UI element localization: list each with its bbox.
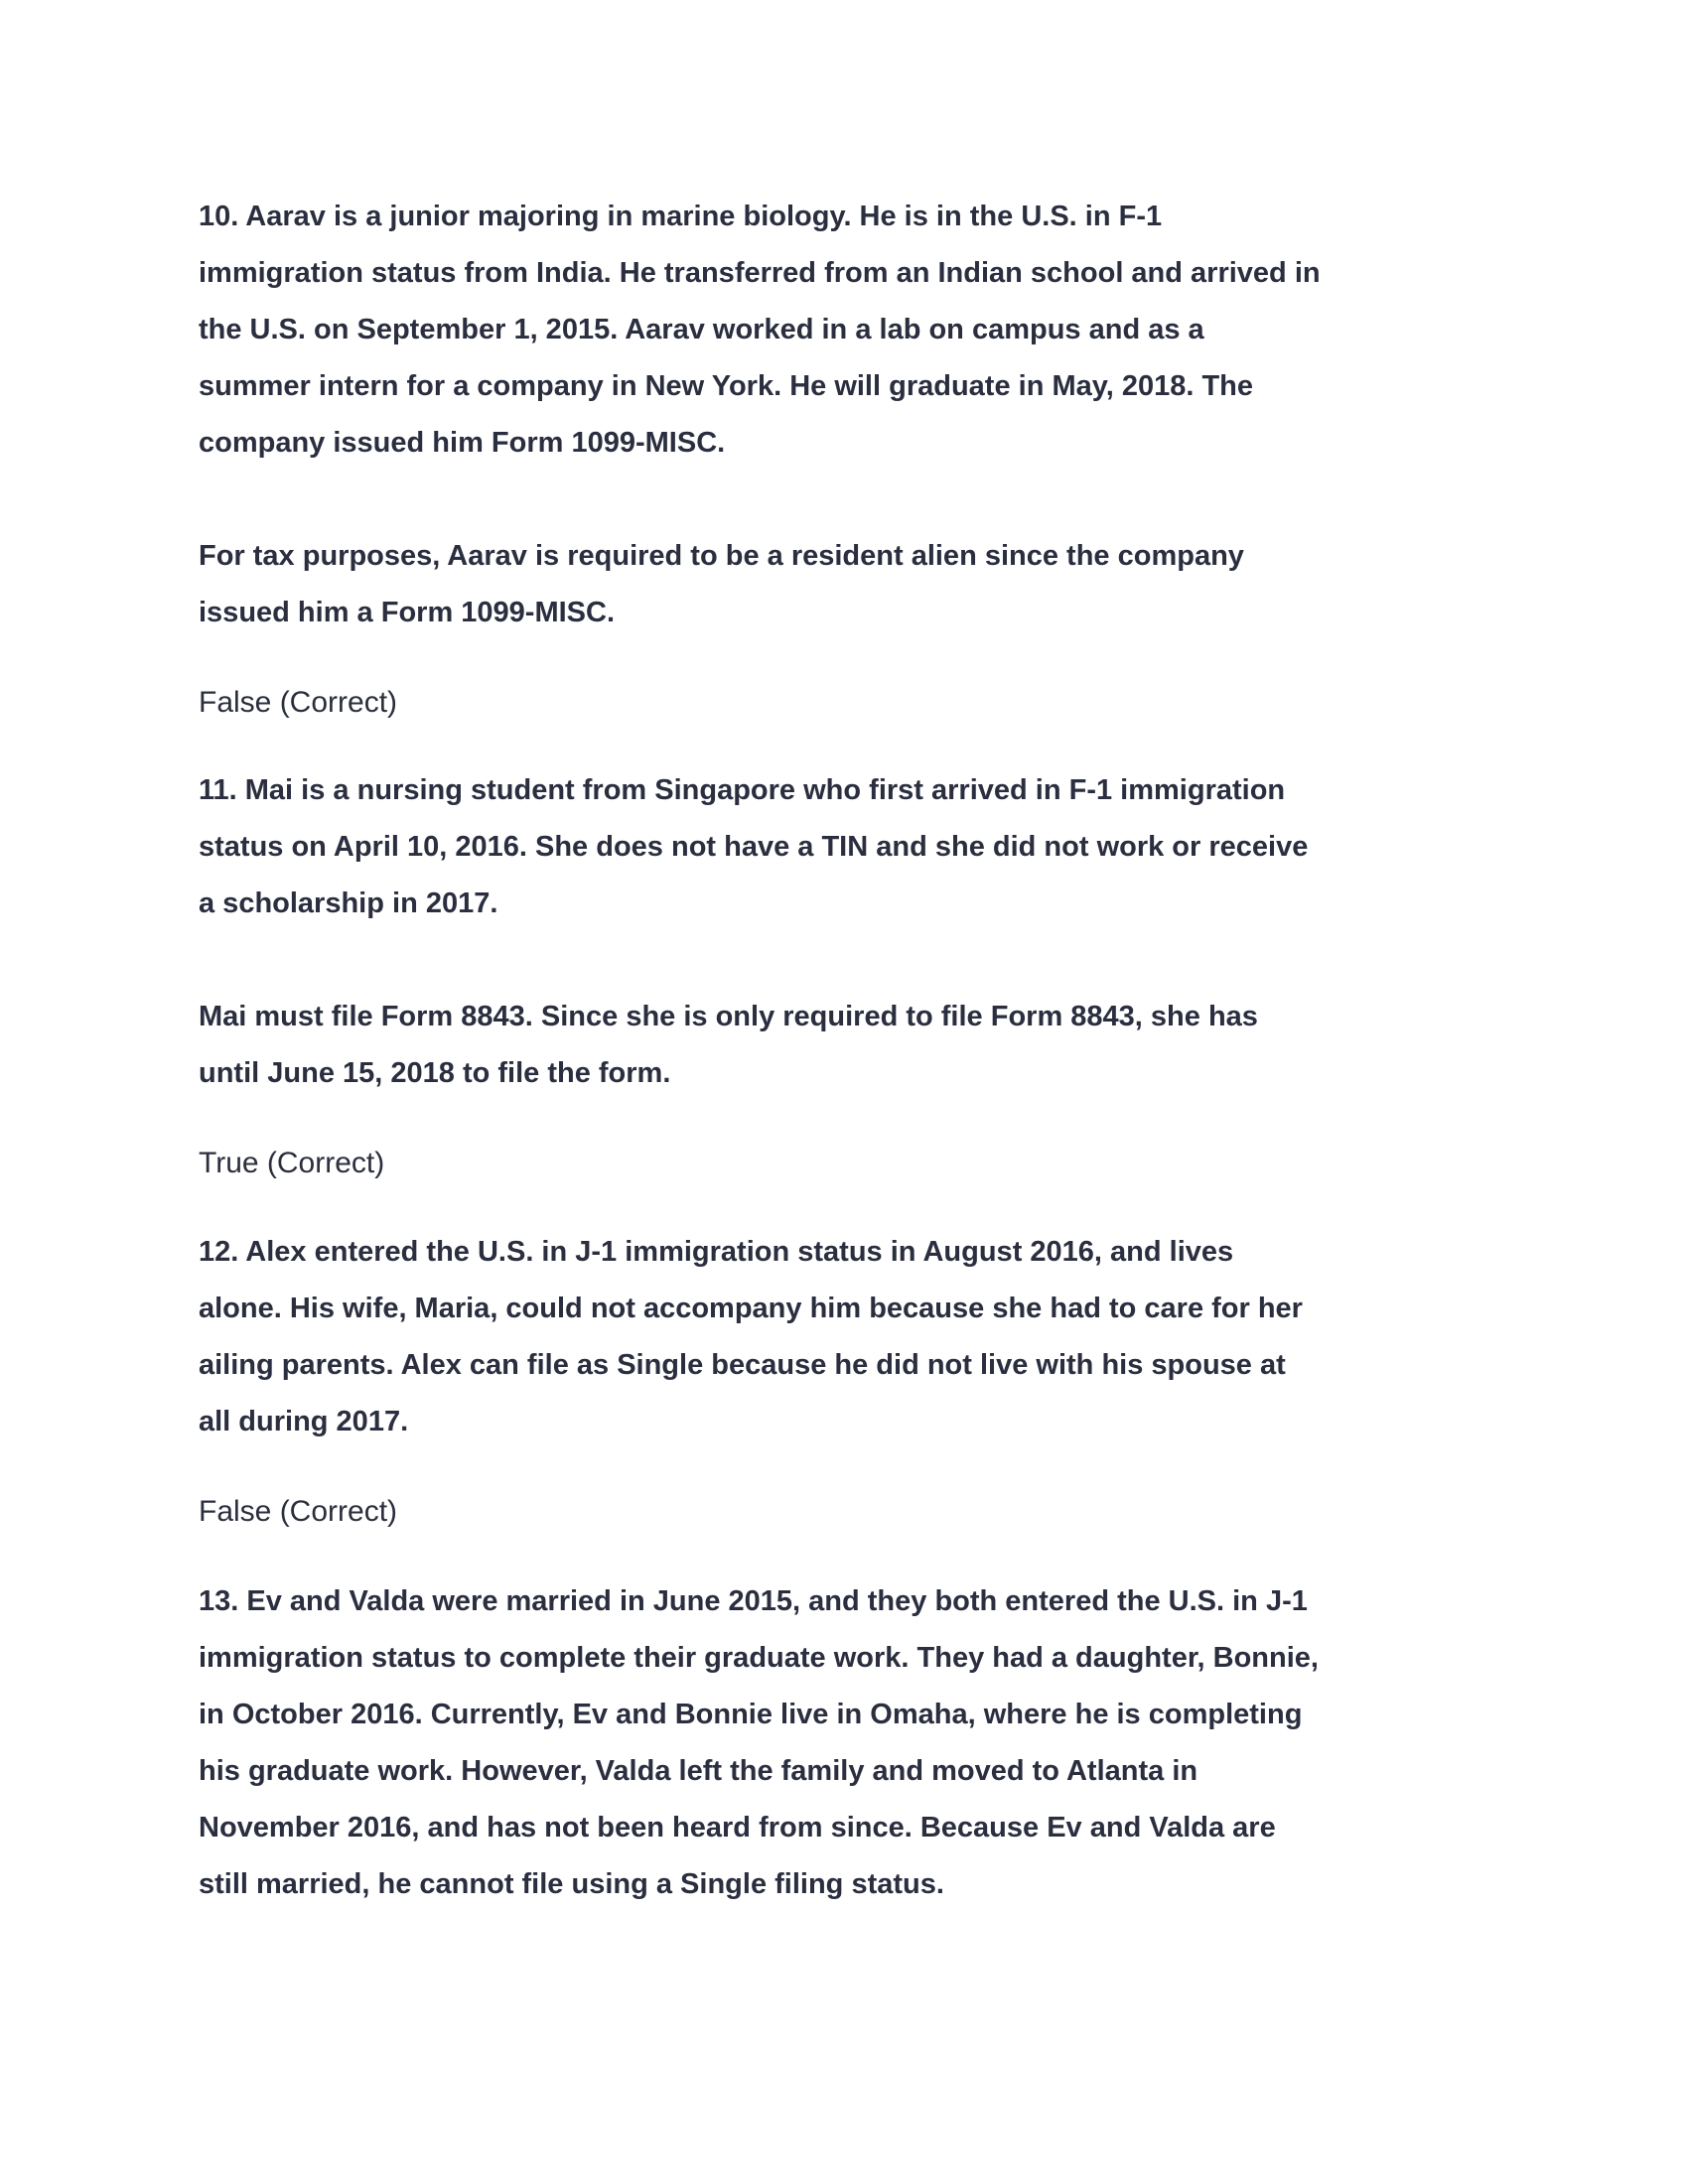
- text-line: issued him a Form 1099-MISC.: [199, 597, 616, 628]
- question-13-scenario: [199, 1573, 1509, 1913]
- text-line: a scholarship in 2017.: [199, 887, 498, 919]
- question-12-answer: [199, 1483, 1509, 1540]
- text-line: status on April 10, 2016. She does not have a TIN and she did not work or receive: [199, 831, 1309, 863]
- text-line: 11. Mai is a nursing student from Singapore who first arrived in F-1 immigration: [199, 774, 1286, 806]
- question-11-answer: [199, 1135, 1509, 1191]
- question-10-scenario: [199, 189, 1509, 472]
- question-12-scenario: [199, 1224, 1509, 1450]
- text-line: 12. Alex entered the U.S. in J-1 immigration status in August 2016, and lives: [199, 1236, 1234, 1268]
- text-line: all during 2017.: [199, 1406, 409, 1437]
- question-11-statement: [199, 989, 1509, 1102]
- answer-result: False (Correct): [199, 686, 398, 719]
- answer-result: True (Correct): [199, 1147, 385, 1179]
- text-line: 13. Ev and Valda were married in June 2015, and they both entered the U.S. in J-1: [199, 1585, 1308, 1617]
- text-line: until June 15, 2018 to file the form.: [199, 1057, 671, 1089]
- question-10-statement: [199, 528, 1509, 641]
- text-line: in October 2016. Currently, Ev and Bonnie live in Omaha, where he is completing: [199, 1699, 1303, 1730]
- text-line: ailing parents. Alex can file as Single because he did not live with his spouse at: [199, 1349, 1286, 1381]
- text-line: immigration status from India. He transferred from an Indian school and arrived in: [199, 257, 1321, 289]
- text-line: company issued him Form 1099-MISC.: [199, 427, 726, 459]
- text-line: summer intern for a company in New York. He will graduate in May, 2018. The: [199, 370, 1254, 402]
- text-line: 10. Aarav is a junior majoring in marine biology. He is in the U.S. in F-1: [199, 201, 1163, 232]
- text-line: immigration status to complete their graduate work. They had a daughter, Bonnie,: [199, 1642, 1319, 1674]
- text-line: For tax purposes, Aarav is required to be a resident alien since the company: [199, 540, 1244, 572]
- text-line: Mai must file Form 8843. Since she is only required to file Form 8843, she has: [199, 1001, 1258, 1032]
- text-line: the U.S. on September 1, 2015. Aarav worked in a lab on campus and as a: [199, 314, 1204, 345]
- text-line: alone. His wife, Maria, could not accompany him because she had to care for her: [199, 1293, 1303, 1324]
- answer-result: False (Correct): [199, 1495, 398, 1528]
- text-line: November 2016, and has not been heard from since. Because Ev and Valda are: [199, 1812, 1276, 1843]
- text-line: his graduate work. However, Valda left the family and moved to Atlanta in: [199, 1755, 1198, 1787]
- text-line: still married, he cannot file using a Single filing status.: [199, 1868, 944, 1900]
- question-11-scenario: [199, 762, 1509, 932]
- question-10-answer: [199, 674, 1509, 731]
